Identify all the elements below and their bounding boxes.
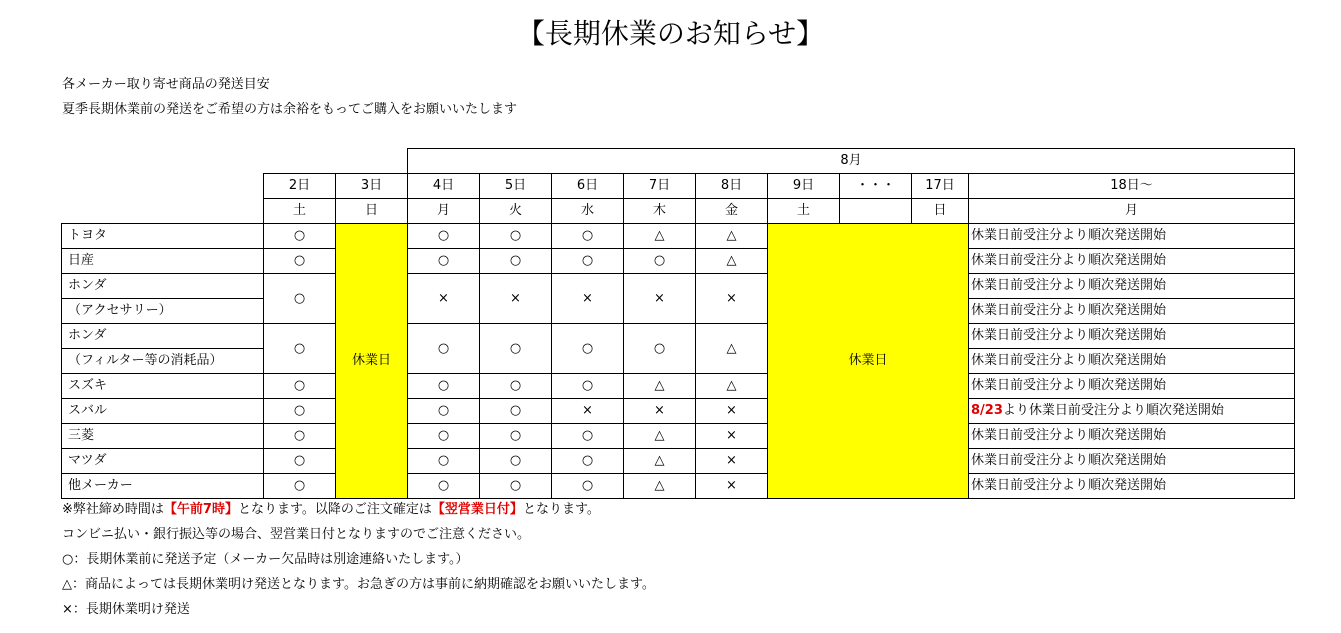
date-header: ・・・ [840, 174, 912, 199]
table-row [62, 424, 1295, 449]
mark-cell: ○ [552, 324, 624, 374]
note-legend-cross: ×：長期休業明け発送 [62, 602, 190, 617]
mark-cell: × [552, 274, 624, 324]
shipping-status: 休業日前受注分より順次発送開始 [969, 349, 1295, 374]
weekday-header: 金 [696, 199, 768, 224]
mark-cell: ○ [408, 374, 480, 399]
weekday-header: 月 [408, 199, 480, 224]
subaru-status-text: より休業日前受注分より順次発送開始 [1002, 403, 1224, 418]
date-header: 7日 [624, 174, 696, 199]
mark-cell: × [696, 449, 768, 474]
table-row [62, 224, 1295, 249]
maker-subname: （フィルター等の消耗品） [62, 349, 264, 374]
mark-cell: ○ [264, 224, 336, 249]
shipping-status-subaru [969, 399, 1295, 424]
note-payment: コンビニ払い・銀行振込等の場合、翌営業日付となりますのでご注意ください。 [62, 527, 531, 542]
mark-cell: ○ [552, 374, 624, 399]
mark-cell: ○ [480, 449, 552, 474]
weekday-header-row [62, 199, 1295, 224]
page-title: 【長期休業のお知らせ】 [516, 17, 825, 50]
month-header: 8月 [408, 149, 1295, 174]
mark-cell: △ [624, 474, 696, 499]
mark-cell: ○ [264, 274, 336, 324]
mark-cell: ○ [480, 399, 552, 424]
mark-cell: ○ [408, 424, 480, 449]
mark-cell: ○ [624, 249, 696, 274]
shipping-status: 休業日前受注分より順次発送開始 [969, 449, 1295, 474]
mark-cell: × [408, 274, 480, 324]
note-cutoff-time: ※弊社締め時間は【午前7時】となります。以降のご注文確定は【翌営業日付】となります。 [62, 502, 600, 517]
table-row [62, 474, 1295, 499]
mark-cell: × [696, 424, 768, 449]
shipping-status: 休業日前受注分より順次発送開始 [969, 249, 1295, 274]
date-header: 6日 [552, 174, 624, 199]
mark-cell: × [480, 274, 552, 324]
maker-name: ホンダ [62, 324, 264, 349]
mark-cell: × [696, 274, 768, 324]
date-header: 2日 [264, 174, 336, 199]
shipping-status: 休業日前受注分より順次発送開始 [969, 374, 1295, 399]
shipping-schedule-table [61, 148, 1295, 499]
mark-cell: × [696, 399, 768, 424]
mark-cell: △ [696, 249, 768, 274]
holiday-cell-9th-17th: 休業日 [768, 224, 969, 499]
shipping-status: 休業日前受注分より順次発送開始 [969, 299, 1295, 324]
weekday-header: 火 [480, 199, 552, 224]
shipping-status: 休業日前受注分より順次発送開始 [969, 424, 1295, 449]
date-header: 4日 [408, 174, 480, 199]
weekday-header: 水 [552, 199, 624, 224]
mark-cell: ○ [408, 224, 480, 249]
cutoff-time: 【午前7時】 [163, 502, 238, 517]
mark-cell: ○ [264, 249, 336, 274]
next-business-day: 【翌営業日付】 [431, 502, 523, 517]
maker-name: ホンダ [62, 274, 264, 299]
mark-cell: △ [696, 324, 768, 374]
shipping-status: 休業日前受注分より順次発送開始 [969, 324, 1295, 349]
table-row [62, 249, 1295, 274]
mark-cell: △ [624, 224, 696, 249]
mark-cell: ○ [480, 324, 552, 374]
maker-name: スバル [62, 399, 264, 424]
date-header-row [62, 174, 1295, 199]
mark-cell: ○ [264, 424, 336, 449]
mark-cell: △ [624, 449, 696, 474]
mark-cell: × [552, 399, 624, 424]
mark-cell: ○ [264, 399, 336, 424]
intro-line-2: 夏季長期休業前の発送をご希望の方は余裕をもってご購入をお願いいたします [62, 102, 518, 117]
mark-cell: ○ [552, 449, 624, 474]
table-row [62, 399, 1295, 424]
mark-cell: ○ [408, 449, 480, 474]
mark-cell: ○ [408, 324, 480, 374]
weekday-header: 土 [264, 199, 336, 224]
shipping-status: 休業日前受注分より順次発送開始 [969, 474, 1295, 499]
mark-cell: ○ [480, 474, 552, 499]
subaru-start-date: 8/23 [971, 403, 1003, 418]
mark-cell: × [696, 474, 768, 499]
mark-cell: ○ [552, 424, 624, 449]
maker-name: 他メーカー [62, 474, 264, 499]
mark-cell: ○ [480, 374, 552, 399]
mark-cell: × [624, 274, 696, 324]
table-row [62, 324, 1295, 349]
weekday-header: 日 [336, 199, 408, 224]
note-legend-circle: ○：長期休業前に発送予定（メーカー欠品時は別途連絡いたします。） [62, 552, 469, 567]
weekday-header: 木 [624, 199, 696, 224]
maker-name: 日産 [62, 249, 264, 274]
mark-cell: ○ [264, 374, 336, 399]
mark-cell: ○ [624, 324, 696, 374]
month-header-row [62, 149, 1295, 174]
date-header: 9日 [768, 174, 840, 199]
mark-cell: ○ [552, 224, 624, 249]
date-header: 5日 [480, 174, 552, 199]
weekday-header: 月 [969, 199, 1295, 224]
mark-cell: △ [624, 374, 696, 399]
shipping-status: 休業日前受注分より順次発送開始 [969, 224, 1295, 249]
mark-cell: ○ [408, 474, 480, 499]
mark-cell: ○ [480, 424, 552, 449]
mark-cell: △ [696, 224, 768, 249]
maker-name: マツダ [62, 449, 264, 474]
date-header: 18日〜 [969, 174, 1295, 199]
weekday-header: 日 [912, 199, 969, 224]
shipping-status: 休業日前受注分より順次発送開始 [969, 274, 1295, 299]
intro-line-1: 各メーカー取り寄せ商品の発送目安 [62, 77, 270, 92]
mark-cell: ○ [408, 399, 480, 424]
weekday-header: 土 [768, 199, 840, 224]
holiday-cell-3rd: 休業日 [336, 224, 408, 499]
mark-cell: △ [624, 424, 696, 449]
mark-cell: ○ [264, 449, 336, 474]
maker-name: スズキ [62, 374, 264, 399]
mark-cell: ○ [264, 474, 336, 499]
mark-cell: ○ [552, 474, 624, 499]
weekday-header [840, 199, 912, 224]
note-legend-triangle: △：商品によっては長期休業明け発送となります。お急ぎの方は事前に納期確認をお願いいたします。 [62, 577, 655, 592]
maker-name: 三菱 [62, 424, 264, 449]
mark-cell: ○ [264, 324, 336, 374]
mark-cell: ○ [480, 249, 552, 274]
mark-cell: ○ [552, 249, 624, 274]
mark-cell: ○ [480, 224, 552, 249]
table-row [62, 449, 1295, 474]
maker-subname: （アクセサリー） [62, 299, 264, 324]
maker-name: トヨタ [62, 224, 264, 249]
date-header: 8日 [696, 174, 768, 199]
mark-cell: ○ [408, 249, 480, 274]
date-header: 17日 [912, 174, 969, 199]
date-header: 3日 [336, 174, 408, 199]
table-row [62, 274, 1295, 299]
mark-cell: △ [696, 374, 768, 399]
mark-cell: × [624, 399, 696, 424]
table-row [62, 374, 1295, 399]
